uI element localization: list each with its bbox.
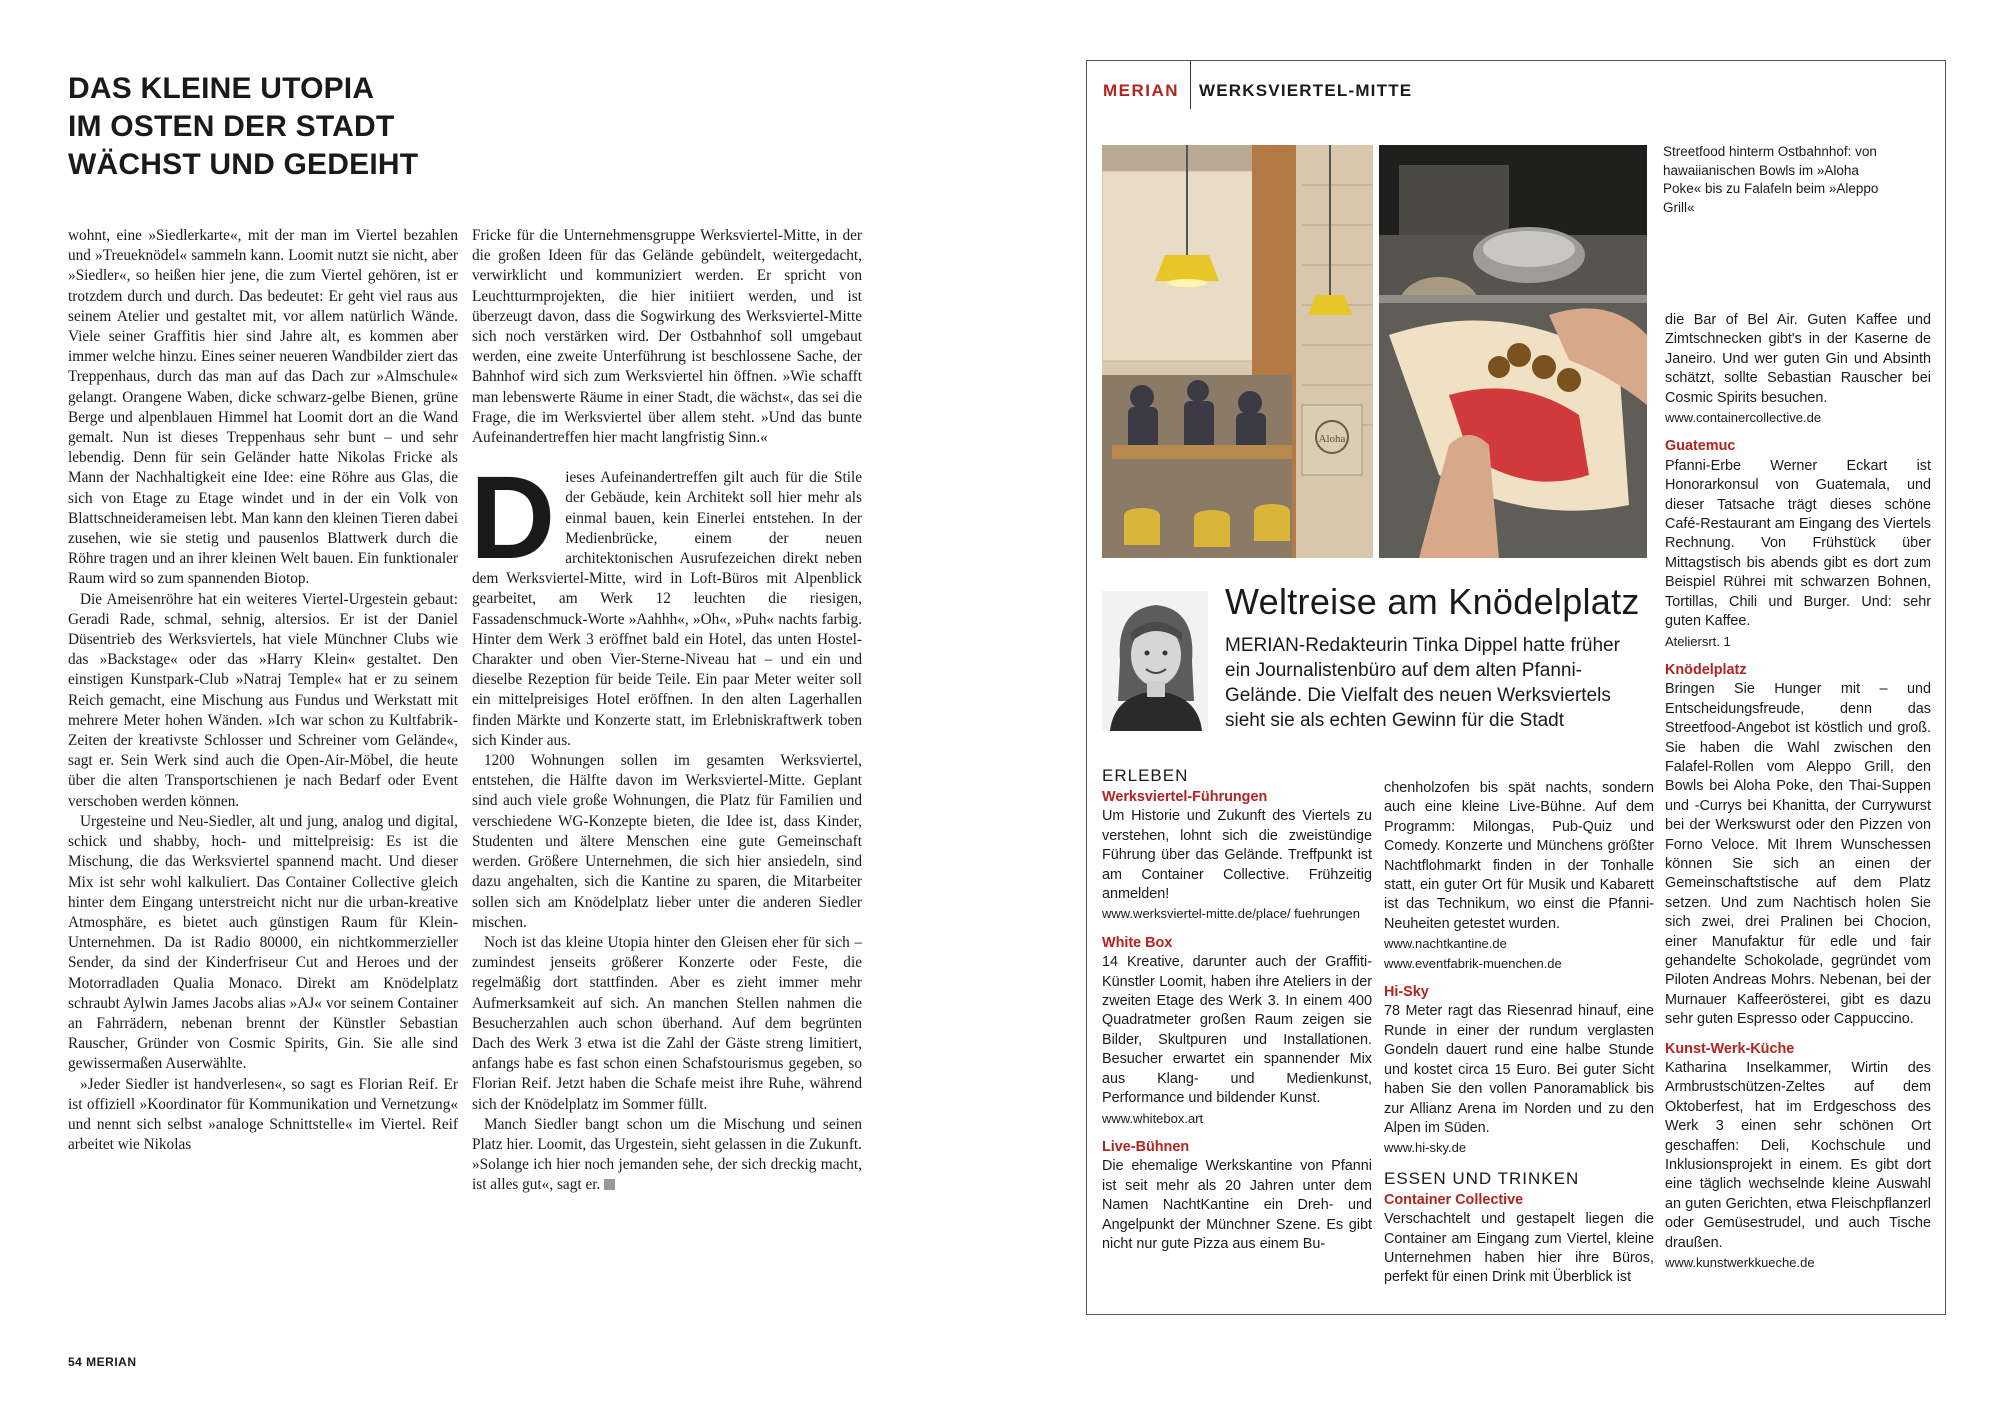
entry-text: Bringen Sie Hunger mit – und Entscheidungsfreude, denn das Streetfood-Angebot ist köstlich und groß. Sie haben die Wahl zwischen den Falafel-Rollen vom Aleppo Grill, den Bowls bei Aloha Poke, den Thai-Suppen und -Currys bei Khanitta, der Currywurst bei der Werkswurst oder den Pizzen von Forno Veloce. Mit Ihrem Wunschessen können Sie sich an einen der Gemeinschaftstische auf dem Platz setzen. Und zum Nachtisch holen Sie sich zwei, drei Pralinen bei Chocion, einer Manufaktur für edle und fair gehandelte Schokolade, gegründet vom Piloten Andreas Mohrs. Nebenan, bei der Murnauer Kaffeerösterei, gibt es dazu sehr guten Espresso oder Cappuccino. <box>1665 681 1931 1028</box>
box-intro: MERIAN-Redakteurin Tinka Dippel hatte früher ein Journalistenbüro auf dem alten Pfanni-Gelände. Die Vielfalt des neuen Werksviertels sieht sie als echten Gewinn für die Stadt <box>1225 635 1620 731</box>
aloha-sign: Aloha <box>1318 433 1346 445</box>
entry-url: www.whitebox.art <box>1102 1110 1204 1126</box>
article-column-2 <box>472 226 862 1196</box>
entry-text: Die ehemalige Werkskantine von Pfanni ist seit mehr als 20 Jahren unter dem Namen NachtKantine ein Dreh- und Angelpunkt der Münchner Szene. Es gibt nicht nur gute Pizza aus einem Bu- <box>1102 1158 1372 1252</box>
entry-name: Knödelplatz <box>1665 661 1747 678</box>
entry-url: www.containercollective.de <box>1665 410 1822 426</box>
photo-falafel-wrap <box>1379 145 1647 558</box>
entry-text: Pfanni-Erbe Werner Eckart ist Honorarkonsul von Guatemala, und dieser Tatsache trägt dieses schöne Café-Restaurant am Eingang des Viertels Rechnung. Von Frühstück über Mittagstisch bis abends gibt es dort zum Beispiel Rührei mit schwarzen Bohnen, Tortillas, Chili und Burger. Und: sehr guten Kaffee. <box>1665 457 1931 630</box>
entry-name: Kunst-Werk-Küche <box>1665 1040 1795 1057</box>
brand-divider <box>1190 61 1191 109</box>
photo-caption: Streetfood hinterm Ostbahnhof: von hawaiianischen Bowls im »Aloha Poke« bis zu Falafeln beim »Aleppo Grill« <box>1663 144 1879 215</box>
article-paragraph <box>472 1115 862 1196</box>
headline-line: WÄCHST UND GEDEIHT <box>68 148 419 181</box>
section-title: WERKSVIERTEL-MITTE <box>1199 81 1413 100</box>
article-paragraph: »Jeder Siedler ist handverlesen«, so sagt es Florian Reif. Er ist offiziell »Koordinator für Kommunikation und Vernetzung« und nennt sich selbst »analoge Schnittstelle« im Viertel. Reif arbeitet wie Nikolas <box>68 1075 458 1154</box>
article-paragraph: wohnt, eine »Siedlerkarte«, mit der man im Viertel bezahlen und »Treueknödel« sammeln kann. Loomit nutzt sie nicht, aber »Siedler«, so heißen hier jene, die zum Viertel gehören, ist er trotzdem durch und durch. Das bedeutet: Er geht viel raus aus seinem Atelier und gestaltet mit, vor allem natürlich Wände. Viele seiner Graffitis hier sind Jahre alt, es kommen aber immer welche hinzu. Eines seiner neueren Wandbilder ziert das Treppenhaus, durch das man auf das Dach zur »Almschule« gelangt. Orangene Waben, dicke schwarz-gelbe Bienen, grüne Berge und alpenblauen Himmel hat Loomit dort an die Wand gemalt. Nun ist dieses Treppenhaus sehr bunt – und sehr lebendig. Denn für sein Geländer hatte Nikolas Fricke als Mann der Nachhaltigkeit eine Idee: eine Röhre aus Glas, die sich von Etage zu Etage windet und in der ein Volk von Blattschneiderameisen lebt. Man kann den kleinen Tieren dabei zusehen, wie sie stetig und pausenlos Blattwerk durch die Röhre tragen und an ihrer kleinen Welt bauen. Ein funktionaler Raum wird so zum spannenden Biotop. <box>68 227 458 588</box>
article-paragraph-dropcap <box>470 452 862 751</box>
entry-url: www.nachtkantine.de <box>1384 936 1507 952</box>
headline-line: DAS KLEINE UTOPIA <box>68 72 375 105</box>
drop-cap: D <box>470 452 556 585</box>
headline <box>68 70 488 184</box>
entry-url: www.kunstwerkkueche.de <box>1665 1255 1815 1271</box>
article-paragraph-text: Manch Siedler bangt schon um die Mischung und seinen Platz hier. Loomit, das Urgestein, sieht gelassen in die Zukunft. »Solange ich hier noch jemanden sehe, der sich dreckig macht, ist alles gut«, sagt er. <box>472 1115 862 1194</box>
brand-label: MERIAN <box>1103 81 1180 100</box>
entry-name: Container Collective <box>1384 1191 1524 1208</box>
end-mark-icon <box>604 1179 615 1190</box>
entry-text: Katharina Inselkammer, Wirtin des Armbrustschützen-Zeltes auf dem Oktoberfest, hat im Erdgeschoss des Werk 3 einen sehr schönen Ort geschaffen: Deli, Kochschule und Inklusionsprojekt in einem. Es gibt dort eine täglich wechselnde kleine Auswahl an guten Gerichten, etwa Fleischpflanzerl oder Gemüsestrudel, und auch Tische draußen. <box>1665 1060 1931 1251</box>
entry-text: 78 Meter ragt das Riesenrad hinauf, eine Runde in einer der rundum verglasten Gondeln dauert rund eine halbe Stunde und kostet circa 15 Euro. Bei guter Sicht haben Sie den vollen Panoramablick bis zur Allianz Arena im Norden und zu den Alpen im Süden. <box>1384 1003 1654 1136</box>
article-paragraph: Die Ameisenröhre hat ein weiteres Viertel-Urgestein gebaut: Geradi Rade, schmal, sehnig, altersios. Er ist der Daniel Düsentrieb des Werksviertels, hat viele Münchner Clubs wie das »Backstage« oder das »Harry Klein« gestaltet. Den einstigen Kunstpark-Club »Natraj Temple« hat er zu seinem Reich gemacht, eine Mischung aus Fundus und Werkstatt mit mehrere Meter hohen Wänden. »Ich war schon zu Kultfabrik-Zeiten der kreativste Schlosser und Schreiner vom Gelände«, sagt er. Sein Werk sind auch die Open-Air-Möbel, die heute über die alten Transportschienen je nach Bedarf oder Event verschoben werden können. <box>68 590 458 810</box>
entry-name: Guatemuc <box>1665 438 1736 455</box>
article-paragraph: Noch ist das kleine Utopia hinter den Gleisen eher für sich – zumindest jenseits größerer Konzerte oder Feste, die regelmäßig dort stattfinden. Aber es zieht immer mehr Aufmerksamkeit auf sich. An manchen Stellen nahmen die Besucherzahlen auch schon überhand. Auf dem begrünten Dach des Werk 3 etwa ist die Zahl der Gäste streng limitiert, anfangs habe es fast schon einen Schafstourismus gegeben, so Florian Reif. Jetzt haben die Schafe meist ihre Ruhe, während sich der Knödelplatz im Sommer füllt. <box>472 933 862 1113</box>
entry-name: Live-Bühnen <box>1102 1138 1190 1155</box>
info-column-1 <box>1102 765 1372 1254</box>
entry-text: 14 Kreative, darunter auch der Graffiti-Künstler Loomit, haben ihre Ateliers in der zweiten Etage des Werk 3. In einem 400 Quadratmeter großen Raum zeigen sie Bilder, Skultpuren und Installationen. Besucher erwartet ein spannender Mix aus Klang- und Medienkunst, Performance und bildender Kunst. <box>1102 954 1372 1107</box>
article-paragraph: 1200 Wohnungen sollen im gesamten Werksviertel, entstehen, die Hälfte davon im Werksviertel-Mitte. Geplant sind auch viele große Wohnungen, die Platz für Familien und verschiedene WG-Konzepte bieten, die Idee ist, dass Kinder, Studenten und ältere Menschen eine gute Gemeinschaft werden. Größere Unternehmen, die sich hier ansiedeln, sind dazu angehalten, sich die Kantine zu sparen, die Mitarbeiter sollen sich am Knödelplatz lieber unter die anderen Siedler mischen. <box>472 752 862 931</box>
entry-url: Ateliersrt. 1 <box>1665 633 1731 649</box>
category-heading: ESSEN UND TRINKEN <box>1384 1168 1580 1188</box>
article-paragraph: Urgesteine und Neu-Siedler, alt und jung, analog und digital, schick und shabby, hoch- und mittelpreisig: Es ist die Mischung, die das Werksviertel spannend macht. Und dieser Mix ist sehr wohl kalkuliert. Das Container Collective gleich hinter dem Eingang unterstreicht nicht nur die urban-kreative Atmosphäre, es bietet auch günstigen Raum für Klein-Unternehmen. Da ist Radio 80000, ein nichtkommerzieller Sender, da sind der Kinderfriseur Cut and Heroes und der Motorradladen Qualia Monaco. Direkt am Knödelplatz schraubt Aylwin James Jacobs alias »AJ« vor seinem Container an Fahrrädern, nebenan brennt der Künstler Sebastian Rauscher, Gründer von Cosmic Spirits, Gin. Sie alle sind gewissermaßen Auserwählte. <box>68 812 458 1073</box>
entry-text: die Bar of Bel Air. Guten Kaffee und Zimtschnecken gibt's in der Kaserne de Janeiro. Und wer guten Gin und Absinth schätzt, sollte Sebastian Rauscher bei Cosmic Spirits besuchen. <box>1665 312 1931 406</box>
entry-text: Verschachtelt und gestapelt liegen die Container am Eingang zum Viertel, kleine Unternehmen haben hier ihre Büros, perfekt für einen Drink mit Überblick ist <box>1384 1211 1654 1286</box>
entry-text: chenholzofen bis spät nachts, sondern auch eine kleine Live-Bühne. Auf dem Programm: Milongas, Pub-Quiz und Comedy. Konzerte und Münchens größter Nachtflohmarkt finden in der Tonhalle statt, ein guter Ort für Musik und Kabarett ist das Technikum, wo einst die Pfanni-Neuheiten getestet wurden. <box>1384 780 1654 932</box>
info-box <box>1086 60 1946 1315</box>
entry-url: www.werksviertel-mitte.de/place/ fuehrungen <box>1102 906 1360 922</box>
entry-name: Hi-Sky <box>1384 984 1429 1001</box>
article-paragraph: Fricke für die Unternehmensgruppe Werksviertel-Mitte, in der die großen Ideen für das Gelände gebündelt, weitergedacht, verwirklicht und kommuniziert werden. Er spricht von Leuchtturmprojekten, die hier initiiert werden, und ist überzeugt davon, dass die Sogwirkung des Werksviertel-Mitte sich noch verstärken wird. Der Ostbahnhof soll umgebaut werden, eine zweite Unterführung ist beschlossene Sache, der Bahnhof wird sich zum Werksviertel hin öffnen. »Wie schafft man lebenswerte Räume in einer Stadt, die wächst«, das sei die Frage, die im Werksviertel über allem steht. »Und das bunte Aufeinandertreffen hier macht langfristig Sinn.« <box>472 227 862 447</box>
article-column-1 <box>68 226 458 1155</box>
entry-url: www.eventfabrik-muenchen.de <box>1384 955 1562 971</box>
info-column-2 <box>1384 779 1654 1288</box>
entry-url: www.hi-sky.de <box>1384 1140 1467 1156</box>
box-title: Weltreise am Knödelplatz <box>1225 581 1640 622</box>
info-column-3 <box>1665 311 1931 1273</box>
author-photo <box>1102 591 1208 731</box>
entry-name: White Box <box>1102 934 1173 951</box>
photo-aloha-poke <box>1102 145 1373 558</box>
page-number: 54 MERIAN <box>68 1355 137 1369</box>
entry-name: Werksviertel-Führungen <box>1102 789 1268 805</box>
category-heading: ERLEBEN <box>1102 766 1189 785</box>
headline-line: IM OSTEN DER STADT <box>68 110 395 143</box>
article-paragraph-text: ieses Aufeinandertreffen gilt auch für die Stile der Gebäude, kein Architekt soll hier mehr als einmal bauen, kein Einerlei entstehen. In der Medienbrücke, einem der neuen architektonischen Ausrufezeichen direkt neben dem Werksviertel-Mitte, wird in Loft-Büros mit Alpenblick gearbeitet, am Werk 12 leuchten die riesigen, Fassadenschmuck-Worte »Aahhh«, »Oh«, »Puh« nachts farbig. Hinter dem Werk 3 eröffnet bald ein Hotel, das unten Hostel-Charakter und oben Vier-Sterne-Niveau hat – und ein und dieselbe Rezeption für beide Teile. Ein paar Meter weiter soll ein mittelpreisiges Hotel eröffnen. In den alten Lagerhallen finden Märkte und Konzerte statt, im Erlebniskraftwerk toben sich Kinder aus. <box>472 469 862 749</box>
entry-text: Um Historie und Zukunft des Viertels zu verstehen, lohnt sich die zweistündige Führung über das Gelände. Treffpunkt ist am Container Collective. Frühzeitig anmelden! <box>1102 808 1372 903</box>
